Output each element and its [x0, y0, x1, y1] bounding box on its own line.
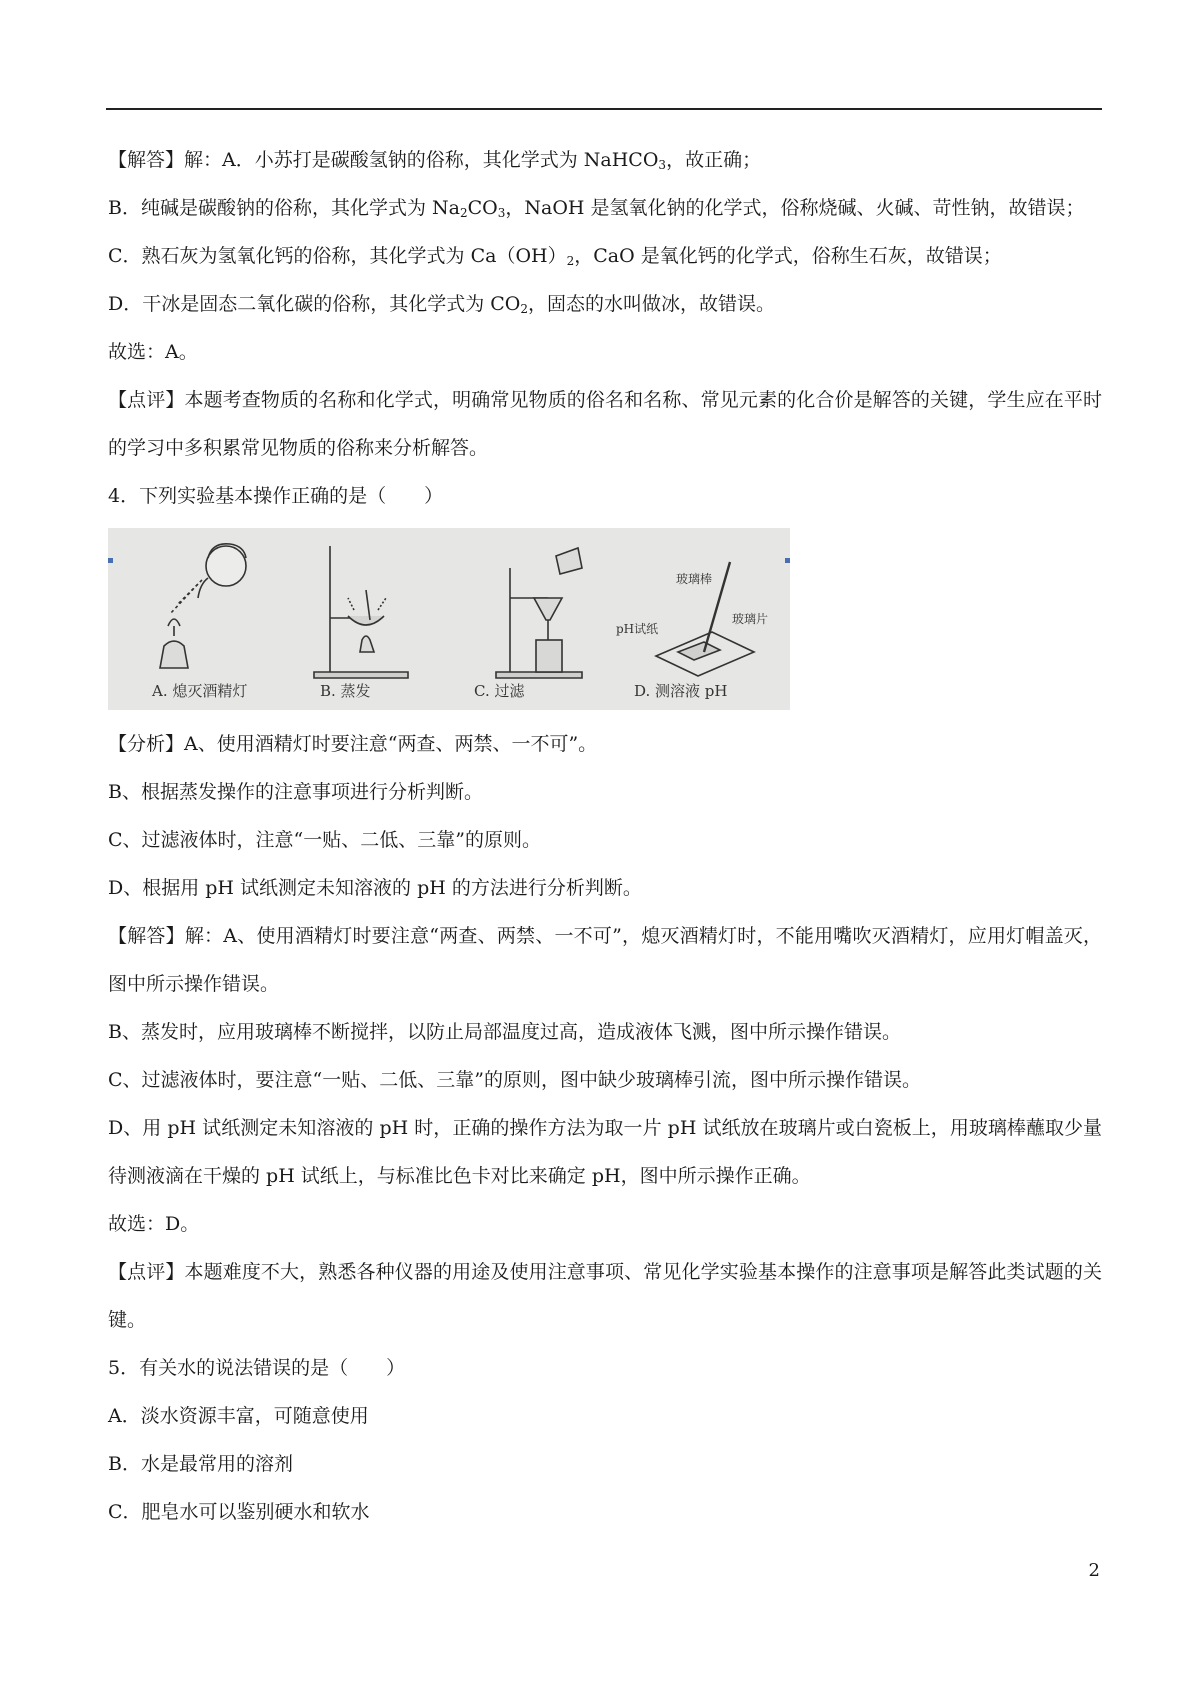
q4-apparatus-figure	[108, 528, 790, 710]
answer-tag: 【解答】	[108, 149, 185, 171]
page-content	[108, 148, 1102, 1548]
label-glass-rod: 玻璃棒	[676, 572, 713, 586]
answer-tag: 【解答】	[108, 925, 185, 947]
q4-analysis-c: C、过滤液体时，注意“一贴、二低、三靠”的原则。	[108, 829, 541, 851]
q4-analysis-b: B、根据蒸发操作的注意事项进行分析判断。	[108, 781, 483, 803]
q4-stem: 4．下列实验基本操作正确的是（ ）	[108, 485, 444, 507]
q4-answer-c: C、过滤液体时，要注意“一贴、二低、三靠”的原则，图中缺少玻璃棒引流，图中所示操作错误。	[108, 1069, 921, 1091]
q5-option-b: B．水是最常用的溶剂	[108, 1453, 293, 1475]
q3-answer-line-b: B．纯碱是碳酸钠的俗称，其化学式为 $Na_2CO_3$，NaOH 是氢氧化钠的化学式，俗称烧碱、火碱、苛性钠，故错误；	[108, 197, 1085, 220]
q5-option-c: C．肥皂水可以鉴别硬水和软水	[108, 1501, 370, 1523]
header-rule	[106, 108, 1102, 110]
q3-answer-line-d: D．干冰是固态二氧化碳的俗称，其化学式为 $CO_2$，固态的水叫做冰，故错误。	[108, 293, 776, 316]
q5-option-a: A．淡水资源丰富，可随意使用	[108, 1405, 369, 1427]
q3-answer-line-a: 【解答】解：A．小苏打是碳酸氢钠的俗称，其化学式为 NaHCO$_3$，故正确；	[108, 149, 762, 172]
q4-answer-a: 【解答】解：A、使用酒精灯时要注意“两查、两禁、一不可”，熄灭酒精灯时，不能用嘴吹灭酒精灯，应用灯帽盖灭，图中所示操作错误。	[108, 925, 1102, 995]
q4-analysis-a: 【分析】A、使用酒精灯时要注意“两查、两禁、一不可”。	[108, 733, 598, 755]
q4-answer-b: B、蒸发时，应用玻璃棒不断搅拌，以防止局部温度过高，造成液体飞溅，图中所示操作错误。	[108, 1021, 901, 1043]
review-tag: 【点评】	[108, 1261, 185, 1283]
caption-d: D. 测溶液 pH	[634, 682, 728, 700]
caption-b: B. 蒸发	[320, 682, 371, 700]
caption-c: C. 过滤	[474, 682, 525, 700]
q4-review: 【点评】本题难度不大，熟悉各种仪器的用途及使用注意事项、常见化学实验基本操作的注意事项是解答此类试题的关键。	[108, 1261, 1102, 1331]
label-glass-plate: 玻璃片	[732, 612, 769, 626]
caption-a: A. 熄灭酒精灯	[152, 682, 248, 700]
q5-stem: 5．有关水的说法错误的是（ ）	[108, 1357, 406, 1379]
q3-review: 【点评】本题考查物质的名称和化学式，明确常见物质的俗名和名称、常见元素的化合价是解答的关键，学生应在平时的学习中多积累常见物质的俗称来分析解答。	[108, 389, 1102, 459]
page-number: 2	[1088, 1560, 1100, 1581]
q4-answer-d: D、用 pH 试纸测定未知溶液的 pH 时，正确的操作方法为取一片 pH 试纸放在玻璃片或白瓷板上，用玻璃棒蘸取少量待测液滴在干燥的 pH 试纸上，与标准比色卡对比来确定 pH，图中所示操作正确。	[108, 1117, 1102, 1187]
q4-select: 故选：D。	[108, 1213, 200, 1235]
review-tag: 【点评】	[108, 389, 185, 411]
label-ph-paper: pH试纸	[616, 622, 659, 636]
analysis-tag: 【分析】	[108, 733, 185, 755]
q3-select: 故选：A。	[108, 341, 198, 363]
q4-analysis-d: D、根据用 pH 试纸测定未知溶液的 pH 的方法进行分析判断。	[108, 877, 642, 899]
q3-answer-line-c: C．熟石灰为氢氧化钙的俗称，其化学式为 $Ca(OH)_2$，CaO 是氧化钙的化学式，俗称生石灰，故错误；	[108, 245, 1002, 268]
